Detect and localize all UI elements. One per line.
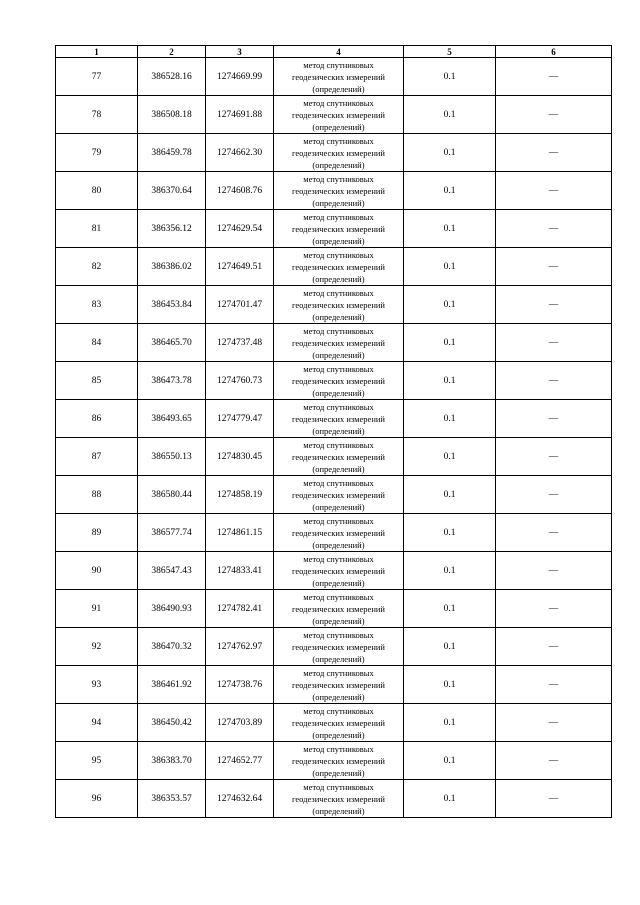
note-cell: — <box>496 172 612 210</box>
method-text-line: метод спутниковых <box>303 781 374 792</box>
method-text-line: геодезических измерений <box>292 755 385 766</box>
y-coordinate-cell: 1274782.41 <box>206 590 274 628</box>
method-text-line: геодезических измерений <box>292 223 385 234</box>
y-coordinate-cell: 1274760.73 <box>206 362 274 400</box>
method-text-line: геодезических измерений <box>292 603 385 614</box>
accuracy-cell: 0.1 <box>404 438 496 476</box>
point-number-cell: 77 <box>56 58 138 96</box>
note-cell: — <box>496 286 612 324</box>
point-number-cell: 95 <box>56 742 138 780</box>
note-cell: — <box>496 742 612 780</box>
method-text-line: (определений) <box>312 463 365 474</box>
note-cell: — <box>496 514 612 552</box>
table-row <box>56 400 612 438</box>
y-coordinate-cell: 1274830.45 <box>206 438 274 476</box>
y-coordinate-cell: 1274629.54 <box>206 210 274 248</box>
method-cell <box>274 362 404 400</box>
method-text-line: геодезических измерений <box>292 679 385 690</box>
method-text-line: (определений) <box>312 159 365 170</box>
y-coordinate-cell: 1274762.97 <box>206 628 274 666</box>
method-text-line: (определений) <box>312 311 365 322</box>
note-cell: — <box>496 552 612 590</box>
coordinates-table <box>55 45 612 818</box>
table-row <box>56 476 612 514</box>
x-coordinate-cell: 386356.12 <box>138 210 206 248</box>
method-text-line: метод спутниковых <box>303 59 374 70</box>
accuracy-cell: 0.1 <box>404 58 496 96</box>
y-coordinate-cell: 1274608.76 <box>206 172 274 210</box>
method-text-line: геодезических измерений <box>292 109 385 120</box>
method-text-line: метод спутниковых <box>303 135 374 146</box>
y-coordinate-cell: 1274833.41 <box>206 552 274 590</box>
method-text-line: метод спутниковых <box>303 591 374 602</box>
method-text-line: метод спутниковых <box>303 173 374 184</box>
method-text-line: (определений) <box>312 197 365 208</box>
method-text-line: геодезических измерений <box>292 337 385 348</box>
method-cell <box>274 666 404 704</box>
method-text-line: геодезических измерений <box>292 451 385 462</box>
note-cell: — <box>496 96 612 134</box>
table-row <box>56 628 612 666</box>
y-coordinate-cell: 1274703.89 <box>206 704 274 742</box>
column-header-point-number: 1 <box>56 46 138 58</box>
note-cell: — <box>496 704 612 742</box>
accuracy-cell: 0.1 <box>404 552 496 590</box>
method-cell <box>274 58 404 96</box>
method-text-line: (определений) <box>312 729 365 740</box>
method-cell <box>274 172 404 210</box>
x-coordinate-cell: 386383.70 <box>138 742 206 780</box>
point-number-cell: 78 <box>56 96 138 134</box>
table-row <box>56 210 612 248</box>
x-coordinate-cell: 386459.78 <box>138 134 206 172</box>
method-text-line: геодезических измерений <box>292 261 385 272</box>
method-text-line: геодезических измерений <box>292 565 385 576</box>
x-coordinate-cell: 386508.18 <box>138 96 206 134</box>
x-coordinate-cell: 386465.70 <box>138 324 206 362</box>
accuracy-cell: 0.1 <box>404 476 496 514</box>
column-header-note: 6 <box>496 46 612 58</box>
method-cell <box>274 628 404 666</box>
accuracy-cell: 0.1 <box>404 704 496 742</box>
note-cell: — <box>496 362 612 400</box>
method-text-line: геодезических измерений <box>292 489 385 500</box>
point-number-cell: 87 <box>56 438 138 476</box>
x-coordinate-cell: 386580.44 <box>138 476 206 514</box>
table-row <box>56 324 612 362</box>
note-cell: — <box>496 58 612 96</box>
method-text-line: метод спутниковых <box>303 553 374 564</box>
method-text-line: (определений) <box>312 501 365 512</box>
y-coordinate-cell: 1274691.88 <box>206 96 274 134</box>
table-row <box>56 590 612 628</box>
accuracy-cell: 0.1 <box>404 514 496 552</box>
x-coordinate-cell: 386450.42 <box>138 704 206 742</box>
accuracy-cell: 0.1 <box>404 666 496 704</box>
method-text-line: геодезических измерений <box>292 793 385 804</box>
x-coordinate-cell: 386550.13 <box>138 438 206 476</box>
y-coordinate-cell: 1274662.30 <box>206 134 274 172</box>
method-text-line: метод спутниковых <box>303 477 374 488</box>
table-row <box>56 552 612 590</box>
accuracy-cell: 0.1 <box>404 172 496 210</box>
x-coordinate-cell: 386386.02 <box>138 248 206 286</box>
method-text-line: (определений) <box>312 121 365 132</box>
method-text-line: метод спутниковых <box>303 211 374 222</box>
note-cell: — <box>496 324 612 362</box>
method-text-line: (определений) <box>312 235 365 246</box>
method-text-line: (определений) <box>312 767 365 778</box>
method-cell <box>274 514 404 552</box>
point-number-cell: 90 <box>56 552 138 590</box>
x-coordinate-cell: 386453.84 <box>138 286 206 324</box>
accuracy-cell: 0.1 <box>404 590 496 628</box>
method-text-line: метод спутниковых <box>303 363 374 374</box>
method-text-line: (определений) <box>312 615 365 626</box>
table-body <box>56 58 612 818</box>
table-row <box>56 742 612 780</box>
note-cell: — <box>496 134 612 172</box>
note-cell: — <box>496 780 612 818</box>
accuracy-cell: 0.1 <box>404 286 496 324</box>
method-text-line: геодезических измерений <box>292 527 385 538</box>
point-number-cell: 88 <box>56 476 138 514</box>
y-coordinate-cell: 1274649.51 <box>206 248 274 286</box>
method-text-line: (определений) <box>312 539 365 550</box>
point-number-cell: 81 <box>56 210 138 248</box>
y-coordinate-cell: 1274669.99 <box>206 58 274 96</box>
method-text-line: геодезических измерений <box>292 147 385 158</box>
method-cell <box>274 134 404 172</box>
note-cell: — <box>496 438 612 476</box>
y-coordinate-cell: 1274779.47 <box>206 400 274 438</box>
note-cell: — <box>496 248 612 286</box>
method-cell <box>274 400 404 438</box>
accuracy-cell: 0.1 <box>404 324 496 362</box>
accuracy-cell: 0.1 <box>404 96 496 134</box>
method-text-line: геодезических измерений <box>292 185 385 196</box>
method-cell <box>274 96 404 134</box>
method-text-line: (определений) <box>312 653 365 664</box>
method-text-line: геодезических измерений <box>292 299 385 310</box>
accuracy-cell: 0.1 <box>404 742 496 780</box>
note-cell: — <box>496 476 612 514</box>
accuracy-cell: 0.1 <box>404 628 496 666</box>
y-coordinate-cell: 1274632.64 <box>206 780 274 818</box>
method-text-line: (определений) <box>312 83 365 94</box>
accuracy-cell: 0.1 <box>404 134 496 172</box>
table-row <box>56 514 612 552</box>
point-number-cell: 93 <box>56 666 138 704</box>
table-row <box>56 438 612 476</box>
accuracy-cell: 0.1 <box>404 248 496 286</box>
x-coordinate-cell: 386528.16 <box>138 58 206 96</box>
method-text-line: (определений) <box>312 273 365 284</box>
method-cell <box>274 780 404 818</box>
table-row <box>56 286 612 324</box>
method-cell <box>274 210 404 248</box>
method-text-line: метод спутниковых <box>303 515 374 526</box>
method-cell <box>274 552 404 590</box>
method-text-line: метод спутниковых <box>303 439 374 450</box>
column-header-accuracy: 5 <box>404 46 496 58</box>
column-header-y-coordinate: 3 <box>206 46 274 58</box>
point-number-cell: 92 <box>56 628 138 666</box>
method-cell <box>274 438 404 476</box>
note-cell: — <box>496 666 612 704</box>
point-number-cell: 91 <box>56 590 138 628</box>
method-text-line: метод спутниковых <box>303 629 374 640</box>
y-coordinate-cell: 1274738.76 <box>206 666 274 704</box>
y-coordinate-cell: 1274861.15 <box>206 514 274 552</box>
method-text-line: (определений) <box>312 577 365 588</box>
method-cell <box>274 248 404 286</box>
table-row <box>56 134 612 172</box>
note-cell: — <box>496 400 612 438</box>
method-cell <box>274 704 404 742</box>
accuracy-cell: 0.1 <box>404 780 496 818</box>
point-number-cell: 80 <box>56 172 138 210</box>
method-text-line: (определений) <box>312 425 365 436</box>
accuracy-cell: 0.1 <box>404 362 496 400</box>
x-coordinate-cell: 386577.74 <box>138 514 206 552</box>
method-text-line: геодезических измерений <box>292 375 385 386</box>
table-row <box>56 704 612 742</box>
note-cell: — <box>496 628 612 666</box>
table-row <box>56 248 612 286</box>
x-coordinate-cell: 386473.78 <box>138 362 206 400</box>
method-text-line: (определений) <box>312 387 365 398</box>
method-text-line: геодезических измерений <box>292 71 385 82</box>
point-number-cell: 82 <box>56 248 138 286</box>
accuracy-cell: 0.1 <box>404 400 496 438</box>
note-cell: — <box>496 590 612 628</box>
x-coordinate-cell: 386370.64 <box>138 172 206 210</box>
point-number-cell: 84 <box>56 324 138 362</box>
y-coordinate-cell: 1274737.48 <box>206 324 274 362</box>
y-coordinate-cell: 1274701.47 <box>206 286 274 324</box>
method-cell <box>274 476 404 514</box>
table-row <box>56 172 612 210</box>
table-row <box>56 362 612 400</box>
note-cell: — <box>496 210 612 248</box>
point-number-cell: 89 <box>56 514 138 552</box>
column-header-method: 4 <box>274 46 404 58</box>
x-coordinate-cell: 386470.32 <box>138 628 206 666</box>
y-coordinate-cell: 1274652.77 <box>206 742 274 780</box>
method-cell <box>274 742 404 780</box>
table-row <box>56 58 612 96</box>
method-text-line: (определений) <box>312 805 365 816</box>
method-text-line: метод спутниковых <box>303 287 374 298</box>
table-row <box>56 780 612 818</box>
point-number-cell: 96 <box>56 780 138 818</box>
method-cell <box>274 286 404 324</box>
method-text-line: метод спутниковых <box>303 97 374 108</box>
x-coordinate-cell: 386353.57 <box>138 780 206 818</box>
method-text-line: (определений) <box>312 349 365 360</box>
point-number-cell: 86 <box>56 400 138 438</box>
method-text-line: метод спутниковых <box>303 705 374 716</box>
method-text-line: (определений) <box>312 691 365 702</box>
method-cell <box>274 324 404 362</box>
table-row <box>56 96 612 134</box>
method-cell <box>274 590 404 628</box>
method-text-line: геодезических измерений <box>292 413 385 424</box>
method-text-line: метод спутниковых <box>303 401 374 412</box>
method-text-line: метод спутниковых <box>303 667 374 678</box>
point-number-cell: 85 <box>56 362 138 400</box>
method-text-line: метод спутниковых <box>303 249 374 260</box>
method-text-line: метод спутниковых <box>303 743 374 754</box>
x-coordinate-cell: 386547.43 <box>138 552 206 590</box>
table-row <box>56 666 612 704</box>
y-coordinate-cell: 1274858.19 <box>206 476 274 514</box>
x-coordinate-cell: 386493.65 <box>138 400 206 438</box>
x-coordinate-cell: 386490.93 <box>138 590 206 628</box>
method-text-line: геодезических измерений <box>292 717 385 728</box>
point-number-cell: 94 <box>56 704 138 742</box>
accuracy-cell: 0.1 <box>404 210 496 248</box>
point-number-cell: 83 <box>56 286 138 324</box>
method-text-line: геодезических измерений <box>292 641 385 652</box>
column-header-x-coordinate: 2 <box>138 46 206 58</box>
point-number-cell: 79 <box>56 134 138 172</box>
x-coordinate-cell: 386461.92 <box>138 666 206 704</box>
header-row <box>56 46 612 58</box>
method-text-line: метод спутниковых <box>303 325 374 336</box>
